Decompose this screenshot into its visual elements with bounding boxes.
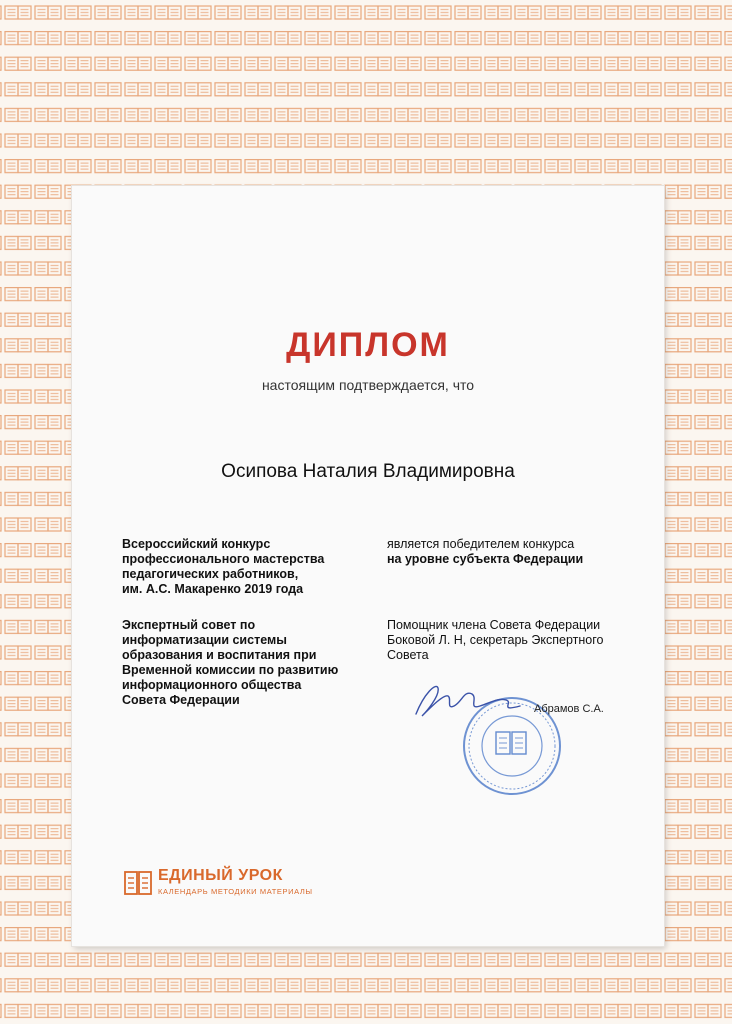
council-name: Экспертный совет по информатизации системы образования и воспитания при Временной комиссии по развитию информационного общества Совета Федерации	[122, 618, 339, 707]
handwritten-signature	[402, 676, 542, 726]
contest-name: Всероссийский конкурс профессионального мастерства педагогических работников, им. А.С. Макаренко 2019 года	[122, 537, 325, 596]
logo-name: ЕДИНЫЙ УРОК	[158, 867, 283, 884]
diploma-sheet	[72, 186, 664, 946]
recipient-name: Осипова Наталия Владимировна	[221, 461, 515, 482]
diploma-subtitle: настоящим подтверждается, что	[261, 377, 475, 393]
diploma-title: ДИПЛОМ	[286, 326, 450, 364]
award-result: является победителем конкурса на уровне субъекта Федерации	[387, 537, 584, 566]
book-icon	[124, 870, 152, 896]
logo-tagline: КАЛЕНДАРЬ МЕТОДИКИ МАТЕРИАЛЫ	[158, 887, 313, 896]
signer-name: Абрамов С.А.	[534, 703, 604, 715]
signer-position: Помощник члена Совета Федерации Боковой Л. Н, секретарь Экспертного Совета	[387, 618, 604, 662]
edinyi-urok-logo	[124, 864, 384, 904]
